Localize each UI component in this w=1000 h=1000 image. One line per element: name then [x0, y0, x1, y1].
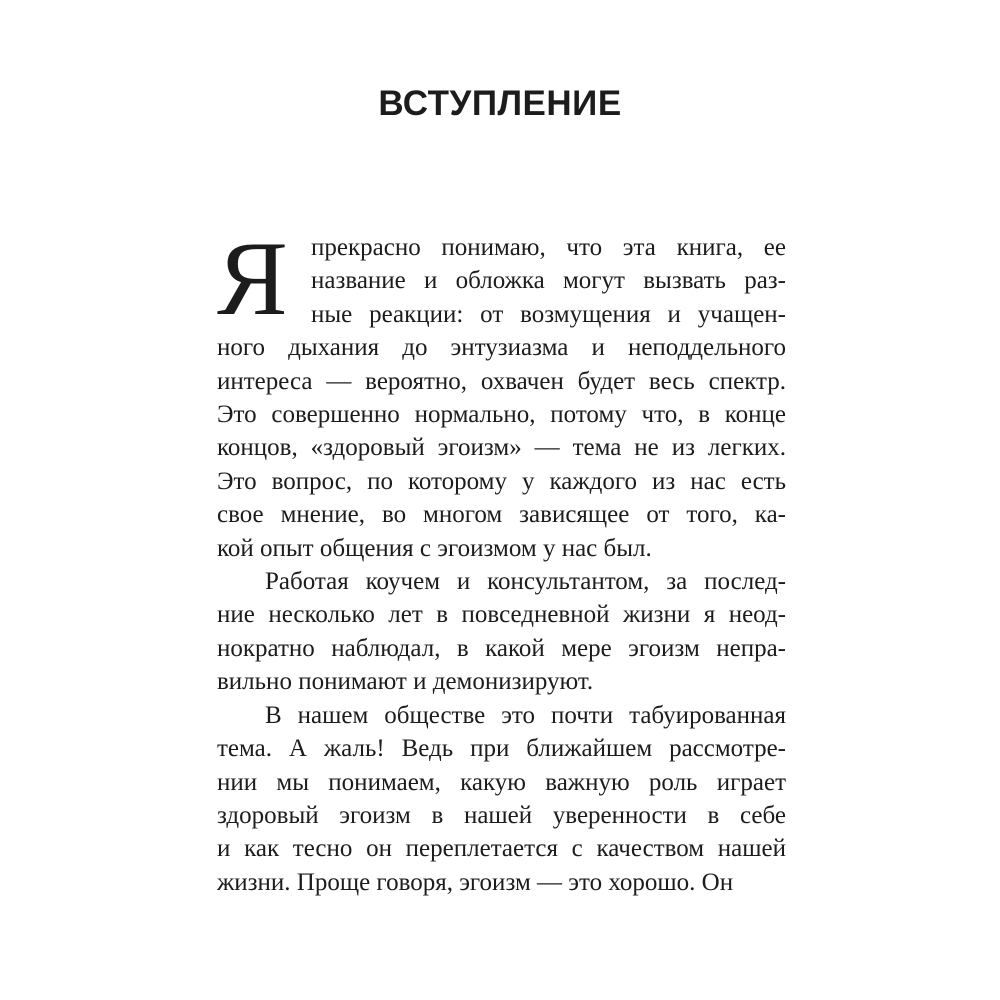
text-line: Это совершенно нормально, потому что, в конце: [217, 401, 786, 429]
text-line: ные реакции: от возмущения и учащен-: [311, 300, 786, 328]
body-text: [217, 220, 786, 899]
text-line: Это вопрос, по которому у каждого из нас есть: [217, 467, 786, 495]
text-line: нии мы понимаем, какую важную роль играет: [217, 768, 786, 796]
text-line: свое мнение, во многом зависящее от того, ка-: [217, 501, 786, 529]
text-line: и как тесно он переплетается с качеством нашей: [217, 835, 786, 863]
text-line: вильно понимают и демонизируют.: [217, 668, 594, 696]
text-line: здоровый эгоизм в нашей уверенности в себе: [217, 801, 786, 829]
text-line: Работая коучем и консультантом, за послед-: [265, 568, 786, 596]
text-line: нократно наблюдал, в какой мере эгоизм непра-: [217, 634, 786, 662]
chapter-title: ВСТУПЛЕНИЕ: [378, 84, 622, 123]
text-line: концов, «здоровый эгоизм» — тема не из легких.: [217, 434, 786, 462]
drop-cap: Я: [217, 220, 288, 337]
text-line: жизни. Проще говоря, эгоизм — это хорошо. Он: [217, 868, 734, 896]
text-line: интереса — вероятно, охвачен будет весь спектр.: [217, 367, 786, 395]
text-line: ние несколько лет в повседневной жизни я неод-: [217, 601, 786, 629]
text-line: тема. А жаль! Ведь при ближайшем рассмотре-: [217, 735, 786, 763]
text-line: ного дыхания до энтузиазма и неподдельного: [217, 334, 786, 362]
text-line: название и обложка могут вызвать раз-: [311, 267, 786, 295]
paragraphs: [217, 220, 786, 899]
text-line: В нашем обществе это почти табуированная: [265, 701, 786, 729]
text-line: прекрасно понимаю, что эта книга, ее: [311, 234, 786, 261]
text-line: кой опыт общения с эгоизмом у нас был.: [217, 534, 652, 562]
